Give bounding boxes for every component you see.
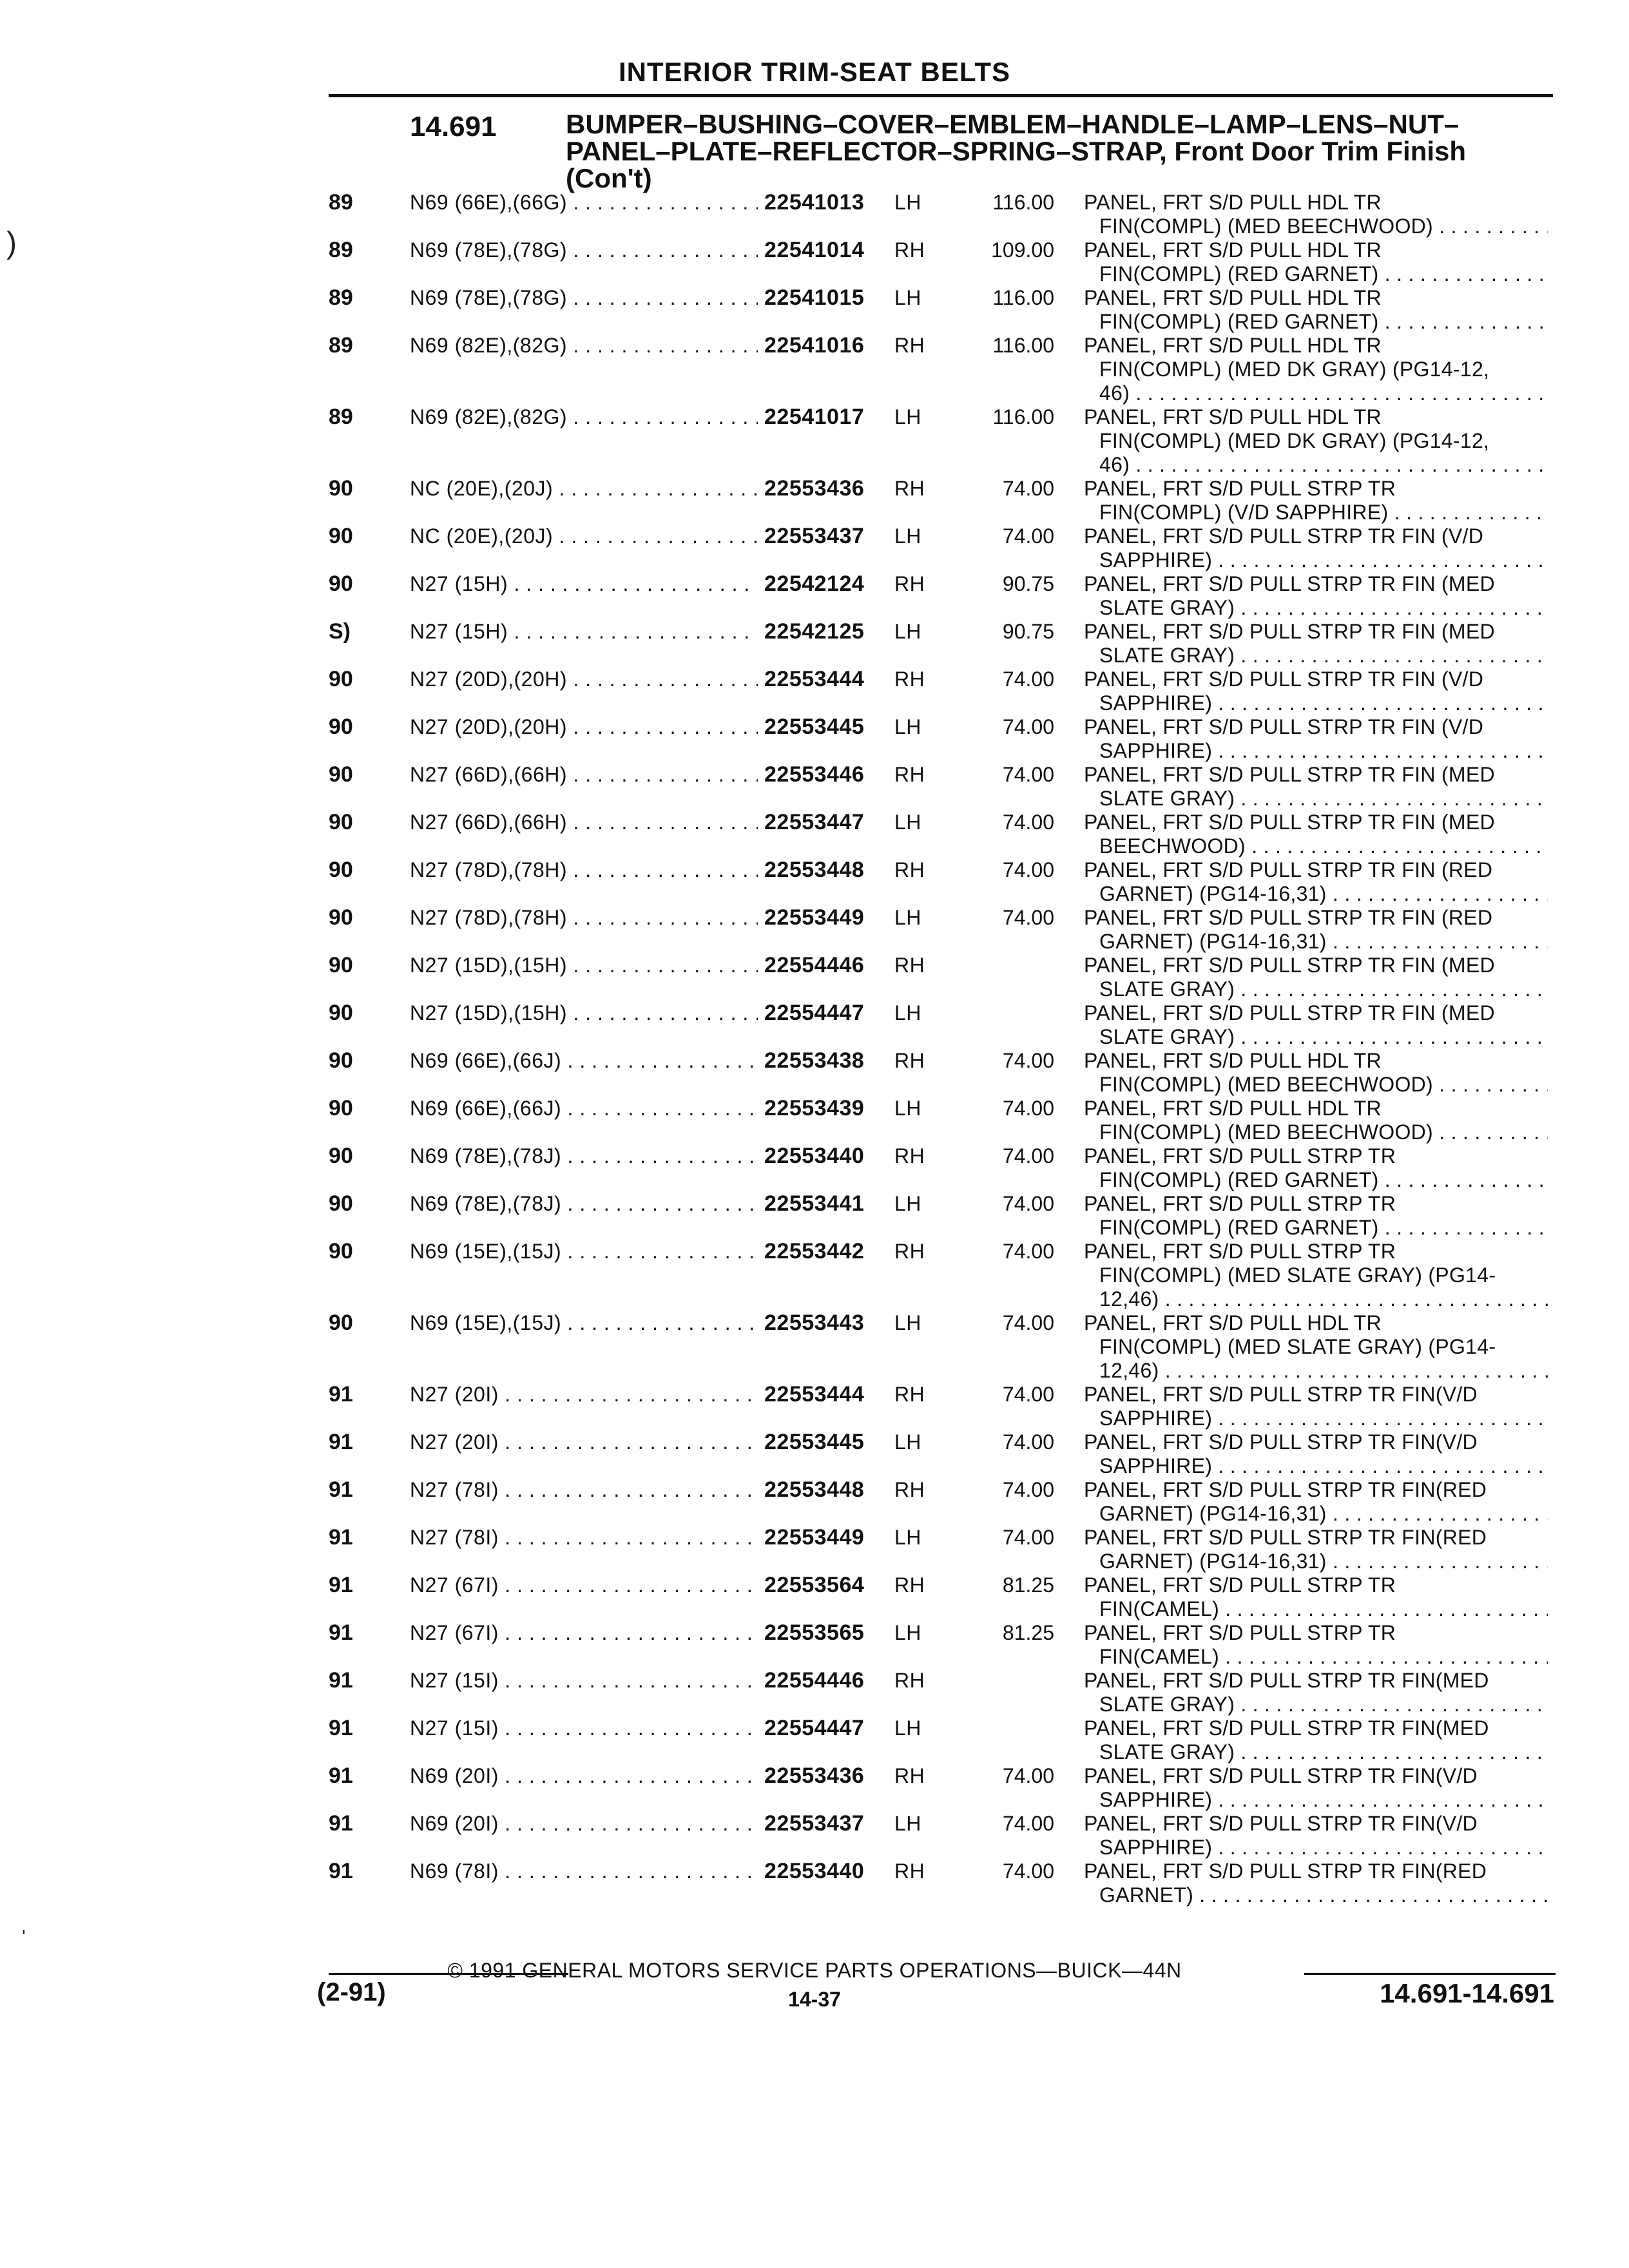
side: RH	[894, 1240, 925, 1263]
description-line: PANEL, FRT S/D PULL STRP TR	[1084, 1192, 1396, 1215]
description	[1084, 1812, 1548, 1860]
model-code: N69 (20I) . . .	[410, 1764, 758, 1788]
part-number: 22553442	[764, 1239, 865, 1264]
description-line: PANEL, FRT S/D PULL STRP TR	[1084, 1240, 1396, 1263]
description-line: PANEL, FRT S/D PULL STRP TR FIN (V/D	[1084, 524, 1484, 548]
part-number: 22553444	[764, 1382, 865, 1407]
description-line: SLATE GRAY) . . .	[1084, 644, 1548, 668]
ref-number: 91	[329, 1811, 353, 1836]
part-number: 22553441	[764, 1191, 865, 1216]
model-code: N27 (20I) . . .	[410, 1430, 758, 1454]
description-line: 46) . . .	[1084, 453, 1548, 477]
footer-date: (2-91)	[317, 1978, 386, 2006]
footer-rule-right	[1304, 1973, 1556, 1975]
description-line: PANEL, FRT S/D PULL STRP TR FIN (V/D	[1084, 668, 1484, 691]
price: 74.00	[1002, 1383, 1054, 1406]
description	[1084, 524, 1548, 572]
description	[1084, 763, 1548, 811]
model-code: N69 (78E),(78G) . . .	[410, 286, 758, 310]
part-number: 22541014	[764, 238, 865, 262]
description-line: PANEL, FRT S/D PULL STRP TR FIN (RED	[1084, 906, 1493, 929]
description	[1084, 1716, 1548, 1764]
model-code: N27 (20D),(20H) . . .	[410, 715, 758, 739]
ref-number: 90	[329, 810, 353, 834]
description	[1084, 1049, 1548, 1097]
ref-number: 90	[329, 858, 353, 882]
model-code: NC (20E),(20J) . . .	[410, 524, 758, 548]
ref-number: 90	[329, 1001, 353, 1025]
description	[1084, 572, 1548, 620]
part-number: 22553444	[764, 667, 865, 691]
side: RH	[894, 238, 925, 262]
description-line: FIN(COMPL) (MED DK GRAY) (PG14-12,	[1099, 358, 1490, 381]
description-line: FIN(COMPL) (RED GARNET) . . .	[1084, 262, 1548, 286]
description-line: PANEL, FRT S/D PULL HDL TR	[1084, 1311, 1382, 1334]
price: 74.00	[1002, 1144, 1054, 1168]
ref-number: S)	[329, 619, 351, 644]
price: 74.00	[1002, 858, 1054, 881]
price: 74.00	[1002, 1812, 1054, 1835]
description	[1084, 1764, 1548, 1812]
side: RH	[894, 1764, 925, 1787]
price: 74.00	[1002, 477, 1054, 500]
description-line: PANEL, FRT S/D PULL HDL TR	[1084, 286, 1382, 309]
description-line: SAPPHIRE) . . .	[1084, 1788, 1548, 1812]
price: 109.00	[991, 238, 1054, 262]
price: 116.00	[992, 405, 1054, 428]
price: 74.00	[1002, 1097, 1054, 1120]
section-number: 14.691	[410, 111, 497, 142]
side: LH	[894, 1716, 921, 1740]
description-line: SAPPHIRE) . . .	[1084, 691, 1548, 715]
price: 116.00	[992, 191, 1054, 214]
side: LH	[894, 286, 921, 309]
description	[1084, 286, 1548, 334]
model-code: N69 (15E),(15J) . . .	[410, 1240, 758, 1264]
price: 74.00	[1002, 763, 1054, 786]
ref-number: 91	[329, 1382, 353, 1407]
model-code: N27 (15D),(15H) . . .	[410, 1001, 758, 1025]
description-line: SLATE GRAY) . . .	[1084, 1025, 1548, 1049]
description	[1084, 858, 1548, 906]
description-line: FIN(COMPL) (RED GARNET) . . .	[1084, 1168, 1548, 1192]
left-margin-tick: '	[22, 1927, 26, 1948]
side: RH	[894, 668, 925, 691]
copyright-line: © 1991 GENERAL MOTORS SERVICE PARTS OPERATIONS—BUICK—44N	[447, 1959, 1182, 1982]
description	[1084, 1669, 1548, 1716]
model-code: N27 (15I) . . .	[410, 1716, 758, 1740]
description	[1084, 1144, 1548, 1192]
part-number: 22541013	[764, 190, 865, 215]
model-code: N27 (67I) . . .	[410, 1621, 758, 1645]
description-line: SAPPHIRE) . . .	[1084, 548, 1548, 572]
part-number: 22553446	[764, 762, 865, 787]
side: RH	[894, 572, 925, 595]
description-line: PANEL, FRT S/D PULL STRP TR FIN(RED	[1084, 1478, 1487, 1501]
part-number: 22542124	[764, 572, 865, 596]
part-number: 22553443	[764, 1311, 865, 1335]
description-line: SLATE GRAY) . . .	[1084, 596, 1548, 620]
model-code: N27 (78D),(78H) . . .	[410, 858, 758, 882]
model-code: N27 (15D),(15H) . . .	[410, 954, 758, 977]
part-number: 22554447	[764, 1716, 865, 1740]
side: LH	[894, 1812, 921, 1835]
description-line: GARNET) . . .	[1084, 1883, 1548, 1907]
description-line: PANEL, FRT S/D PULL STRP TR FIN(RED	[1084, 1860, 1487, 1883]
ref-number: 91	[329, 1477, 353, 1502]
part-number: 22554447	[764, 1001, 865, 1025]
part-number: 22553439	[764, 1096, 865, 1120]
description	[1084, 620, 1548, 668]
side: LH	[894, 1097, 921, 1120]
ref-number: 89	[329, 285, 353, 310]
side: LH	[894, 620, 921, 643]
model-code: N27 (78I) . . .	[410, 1526, 758, 1550]
ref-number: 90	[329, 476, 353, 501]
description-line: PANEL, FRT S/D PULL STRP TR FIN(RED	[1084, 1526, 1487, 1549]
part-number: 22553448	[764, 858, 865, 882]
side: LH	[894, 1621, 921, 1644]
part-number: 22553440	[764, 1144, 865, 1168]
side: LH	[894, 191, 921, 214]
description-line: PANEL, FRT S/D PULL STRP TR FIN(V/D	[1084, 1383, 1478, 1406]
side: LH	[894, 1526, 921, 1549]
part-number: 22553447	[764, 810, 865, 834]
price: 74.00	[1002, 1240, 1054, 1263]
part-number: 22541015	[764, 285, 865, 310]
description-line: FIN(COMPL) (RED GARNET) . . .	[1084, 310, 1548, 334]
description-line: FIN(COMPL) (MED SLATE GRAY) (PG14-	[1099, 1264, 1496, 1287]
side: RH	[894, 954, 925, 977]
ref-number: 90	[329, 1191, 353, 1216]
description-line: FIN(CAMEL) . . .	[1084, 1645, 1548, 1669]
description-line: 46) . . .	[1084, 381, 1548, 405]
ref-number: 90	[329, 953, 353, 977]
description-line: 12,46) . . .	[1084, 1287, 1548, 1311]
price: 74.00	[1002, 1860, 1054, 1883]
part-number: 22554446	[764, 953, 865, 977]
side: LH	[894, 715, 921, 738]
page-title: INTERIOR TRIM-SEAT BELTS	[618, 57, 1011, 87]
ref-number: 91	[329, 1763, 353, 1788]
side: RH	[894, 763, 925, 786]
description-line: PANEL, FRT S/D PULL STRP TR FIN (MED	[1084, 1001, 1495, 1024]
price: 116.00	[992, 286, 1054, 309]
model-code: N27 (15H) . . .	[410, 620, 758, 644]
part-number: 22553436	[764, 476, 865, 501]
model-code: N69 (78E),(78J) . . .	[410, 1144, 758, 1168]
left-margin-mark: )	[6, 226, 17, 260]
description	[1084, 191, 1548, 238]
description-line: PANEL, FRT S/D PULL HDL TR	[1084, 1049, 1382, 1072]
part-number: 22553564	[764, 1573, 865, 1597]
part-number: 22542125	[764, 619, 865, 644]
description-line: PANEL, FRT S/D PULL HDL TR	[1084, 1097, 1382, 1120]
price: 74.00	[1002, 715, 1054, 738]
model-code: N27 (15I) . . .	[410, 1669, 758, 1693]
side: LH	[894, 405, 921, 428]
model-code: N27 (15H) . . .	[410, 572, 758, 596]
model-code: N69 (78E),(78G) . . .	[410, 238, 758, 262]
description-line: FIN(COMPL) (MED BEECHWOOD) . . .	[1084, 1073, 1548, 1097]
description	[1084, 405, 1548, 477]
ref-number: 91	[329, 1573, 353, 1597]
side: LH	[894, 1001, 921, 1024]
description-line: SLATE GRAY) . . .	[1084, 1693, 1548, 1716]
model-code: N27 (78I) . . .	[410, 1478, 758, 1502]
description-line: PANEL, FRT S/D PULL STRP TR FIN(V/D	[1084, 1764, 1478, 1787]
ref-number: 91	[329, 1859, 353, 1883]
description	[1084, 1621, 1548, 1669]
side: RH	[894, 1144, 925, 1168]
price: 90.75	[1002, 572, 1054, 595]
description-line: PANEL, FRT S/D PULL HDL TR	[1084, 238, 1382, 262]
model-code: N27 (66D),(66H) . . .	[410, 811, 758, 834]
ref-number: 91	[329, 1716, 353, 1740]
description	[1084, 1430, 1548, 1478]
description	[1084, 1240, 1548, 1311]
description-line: FIN(COMPL) (MED DK GRAY) (PG14-12,	[1099, 429, 1490, 452]
description-line: FIN(COMPL) (MED BEECHWOOD) . . .	[1084, 1120, 1548, 1144]
price: 74.00	[1002, 1192, 1054, 1215]
description	[1084, 668, 1548, 715]
part-number: 22554446	[764, 1668, 865, 1693]
description-line: BEECHWOOD) . . .	[1084, 834, 1548, 858]
price: 74.00	[1002, 1526, 1054, 1549]
description	[1084, 1311, 1548, 1383]
side: RH	[894, 1049, 925, 1072]
description-line: PANEL, FRT S/D PULL HDL TR	[1084, 191, 1382, 214]
side: LH	[894, 1311, 921, 1334]
description-line: PANEL, FRT S/D PULL STRP TR FIN (MED	[1084, 572, 1495, 595]
price: 74.00	[1002, 668, 1054, 691]
price: 74.00	[1002, 1311, 1054, 1334]
description-line: FIN(CAMEL) . . .	[1084, 1597, 1548, 1621]
description	[1084, 1097, 1548, 1144]
description-line: PANEL, FRT S/D PULL STRP TR FIN (MED	[1084, 620, 1495, 643]
description	[1084, 1192, 1548, 1240]
part-number: 22553445	[764, 715, 865, 739]
model-code: N69 (15E),(15J) . . .	[410, 1311, 758, 1335]
description-line: PANEL, FRT S/D PULL HDL TR	[1084, 405, 1382, 428]
model-code: N69 (78E),(78J) . . .	[410, 1192, 758, 1216]
part-number: 22541016	[764, 333, 865, 358]
part-number: 22553438	[764, 1048, 865, 1073]
part-number: 22553449	[764, 1525, 865, 1550]
model-code: N27 (67I) . . .	[410, 1573, 758, 1597]
side: LH	[894, 524, 921, 548]
description-line: PANEL, FRT S/D PULL STRP TR FIN (MED	[1084, 954, 1495, 977]
model-code: N27 (78D),(78H) . . .	[410, 906, 758, 930]
description	[1084, 1573, 1548, 1621]
ref-number: 89	[329, 238, 353, 262]
description-line: GARNET) (PG14-16,31) . . .	[1084, 882, 1548, 906]
description	[1084, 906, 1548, 954]
description-line: FIN(COMPL) (MED BEECHWOOD) . . .	[1084, 215, 1548, 238]
ref-number: 90	[329, 524, 353, 548]
ref-number: 91	[329, 1525, 353, 1550]
model-code: N69 (66E),(66J) . . .	[410, 1097, 758, 1120]
price: 74.00	[1002, 1430, 1054, 1454]
description-line: PANEL, FRT S/D PULL STRP TR FIN (RED	[1084, 858, 1493, 881]
description-line: SAPPHIRE) . . .	[1084, 1454, 1548, 1478]
model-code: N69 (20I) . . .	[410, 1812, 758, 1836]
description	[1084, 238, 1548, 286]
model-code: N27 (66D),(66H) . . .	[410, 763, 758, 787]
part-number: 22553437	[764, 524, 865, 548]
side: RH	[894, 1573, 925, 1597]
description-line: GARNET) (PG14-16,31) . . .	[1084, 1550, 1548, 1573]
description-line: SAPPHIRE) . . .	[1084, 739, 1548, 763]
price: 116.00	[992, 334, 1054, 357]
description-line: FIN(COMPL) (MED SLATE GRAY) (PG14-	[1099, 1335, 1496, 1358]
part-number: 22541017	[764, 405, 865, 429]
description-line: GARNET) (PG14-16,31) . . .	[1084, 1502, 1548, 1526]
description-line: SLATE GRAY) . . .	[1084, 1740, 1548, 1764]
description-line: PANEL, FRT S/D PULL STRP TR FIN(MED	[1084, 1669, 1489, 1692]
ref-number: 90	[329, 1239, 353, 1264]
description-line: PANEL, FRT S/D PULL STRP TR FIN (MED	[1084, 763, 1495, 786]
ref-number: 90	[329, 1311, 353, 1335]
price: 74.00	[1002, 524, 1054, 548]
side: RH	[894, 334, 925, 357]
description-line: PANEL, FRT S/D PULL STRP TR	[1084, 1144, 1396, 1168]
ref-number: 90	[329, 1096, 353, 1120]
side: RH	[894, 1669, 925, 1692]
ref-number: 90	[329, 762, 353, 787]
description-line: GARNET) (PG14-16,31) . . .	[1084, 930, 1548, 954]
ref-number: 91	[329, 1668, 353, 1693]
description-line: SAPPHIRE) . . .	[1084, 1836, 1548, 1860]
description-line: PANEL, FRT S/D PULL STRP TR FIN(V/D	[1084, 1430, 1478, 1454]
ref-number: 90	[329, 715, 353, 739]
price: 74.00	[1002, 811, 1054, 834]
ref-number: 89	[329, 405, 353, 429]
price: 74.00	[1002, 1764, 1054, 1787]
part-number: 22553436	[764, 1763, 865, 1788]
description	[1084, 1383, 1548, 1430]
description	[1084, 1526, 1548, 1573]
description-line: PANEL, FRT S/D PULL STRP TR	[1084, 1621, 1396, 1644]
description-line: SAPPHIRE) . . .	[1084, 1407, 1548, 1430]
description-line: SLATE GRAY) . . .	[1084, 787, 1548, 811]
description-line: PANEL, FRT S/D PULL STRP TR FIN(MED	[1084, 1716, 1489, 1740]
part-number: 22553440	[764, 1859, 865, 1883]
description	[1084, 1001, 1548, 1049]
description-line: PANEL, FRT S/D PULL HDL TR	[1084, 334, 1382, 357]
ref-number: 91	[329, 1620, 353, 1645]
description-line: PANEL, FRT S/D PULL STRP TR FIN (V/D	[1084, 715, 1484, 738]
description-line: PANEL, FRT S/D PULL STRP TR	[1084, 1573, 1396, 1597]
price: 74.00	[1002, 1478, 1054, 1501]
description-line: PANEL, FRT S/D PULL STRP TR FIN(V/D	[1084, 1812, 1478, 1835]
part-number: 22553448	[764, 1477, 865, 1502]
description-line: FIN(COMPL) (RED GARNET) . . .	[1084, 1216, 1548, 1240]
price: 74.00	[1002, 906, 1054, 929]
model-code: N69 (78I) . . .	[410, 1860, 758, 1883]
side: RH	[894, 858, 925, 881]
part-number: 22553449	[764, 905, 865, 930]
description-line: PANEL, FRT S/D PULL STRP TR	[1084, 477, 1396, 500]
part-number: 22553437	[764, 1811, 865, 1836]
description-line: PANEL, FRT S/D PULL STRP TR FIN (MED	[1084, 811, 1495, 834]
model-code: N69 (66E),(66J) . . .	[410, 1049, 758, 1073]
description	[1084, 477, 1548, 524]
price: 81.25	[1002, 1621, 1054, 1644]
side: RH	[894, 1860, 925, 1883]
price: 81.25	[1002, 1573, 1054, 1597]
model-code: N69 (82E),(82G) . . .	[410, 405, 758, 429]
side: LH	[894, 1430, 921, 1454]
ref-number: 90	[329, 667, 353, 691]
ref-number: 90	[329, 572, 353, 596]
ref-number: 89	[329, 333, 353, 358]
ref-number: 90	[329, 905, 353, 930]
ref-number: 91	[329, 1430, 353, 1454]
price: 90.75	[1002, 620, 1054, 643]
description-line: FIN(COMPL) (V/D SAPPHIRE) . . .	[1084, 501, 1548, 524]
description-line: SLATE GRAY) . . .	[1084, 977, 1548, 1001]
description	[1084, 811, 1548, 858]
description	[1084, 334, 1548, 405]
part-number: 22553565	[764, 1620, 865, 1645]
ref-number: 90	[329, 1048, 353, 1073]
description	[1084, 715, 1548, 763]
section-title: BUMPER–BUSHING–COVER–EMBLEM–HANDLE–LAMP–LENS–NUT–PANEL–PLATE–REFLECTOR–SPRING–STRAP, Front Door Trim Finish (Con't)	[566, 109, 1467, 193]
description	[1084, 1478, 1548, 1526]
model-code: N27 (20D),(20H) . . .	[410, 668, 758, 691]
ref-number: 90	[329, 1144, 353, 1168]
description-line: 12,46) . . .	[1084, 1359, 1548, 1383]
side: RH	[894, 477, 925, 500]
side: RH	[894, 1478, 925, 1501]
model-code: N69 (82E),(82G) . . .	[410, 334, 758, 358]
footer-section-range: 14.691-14.691	[1380, 1978, 1554, 2008]
description	[1084, 1860, 1548, 1907]
side: RH	[894, 1383, 925, 1406]
side: LH	[894, 1192, 921, 1215]
description	[1084, 954, 1548, 1001]
footer-page-number: 14-37	[788, 1988, 841, 2011]
model-code: N27 (20I) . . .	[410, 1383, 758, 1407]
price: 74.00	[1002, 1049, 1054, 1072]
side: LH	[894, 811, 921, 834]
part-number: 22553445	[764, 1430, 865, 1454]
ref-number: 89	[329, 190, 353, 215]
model-code: NC (20E),(20J) . . .	[410, 477, 758, 501]
model-code: N69 (66E),(66G) . . .	[410, 191, 758, 215]
side: LH	[894, 906, 921, 929]
